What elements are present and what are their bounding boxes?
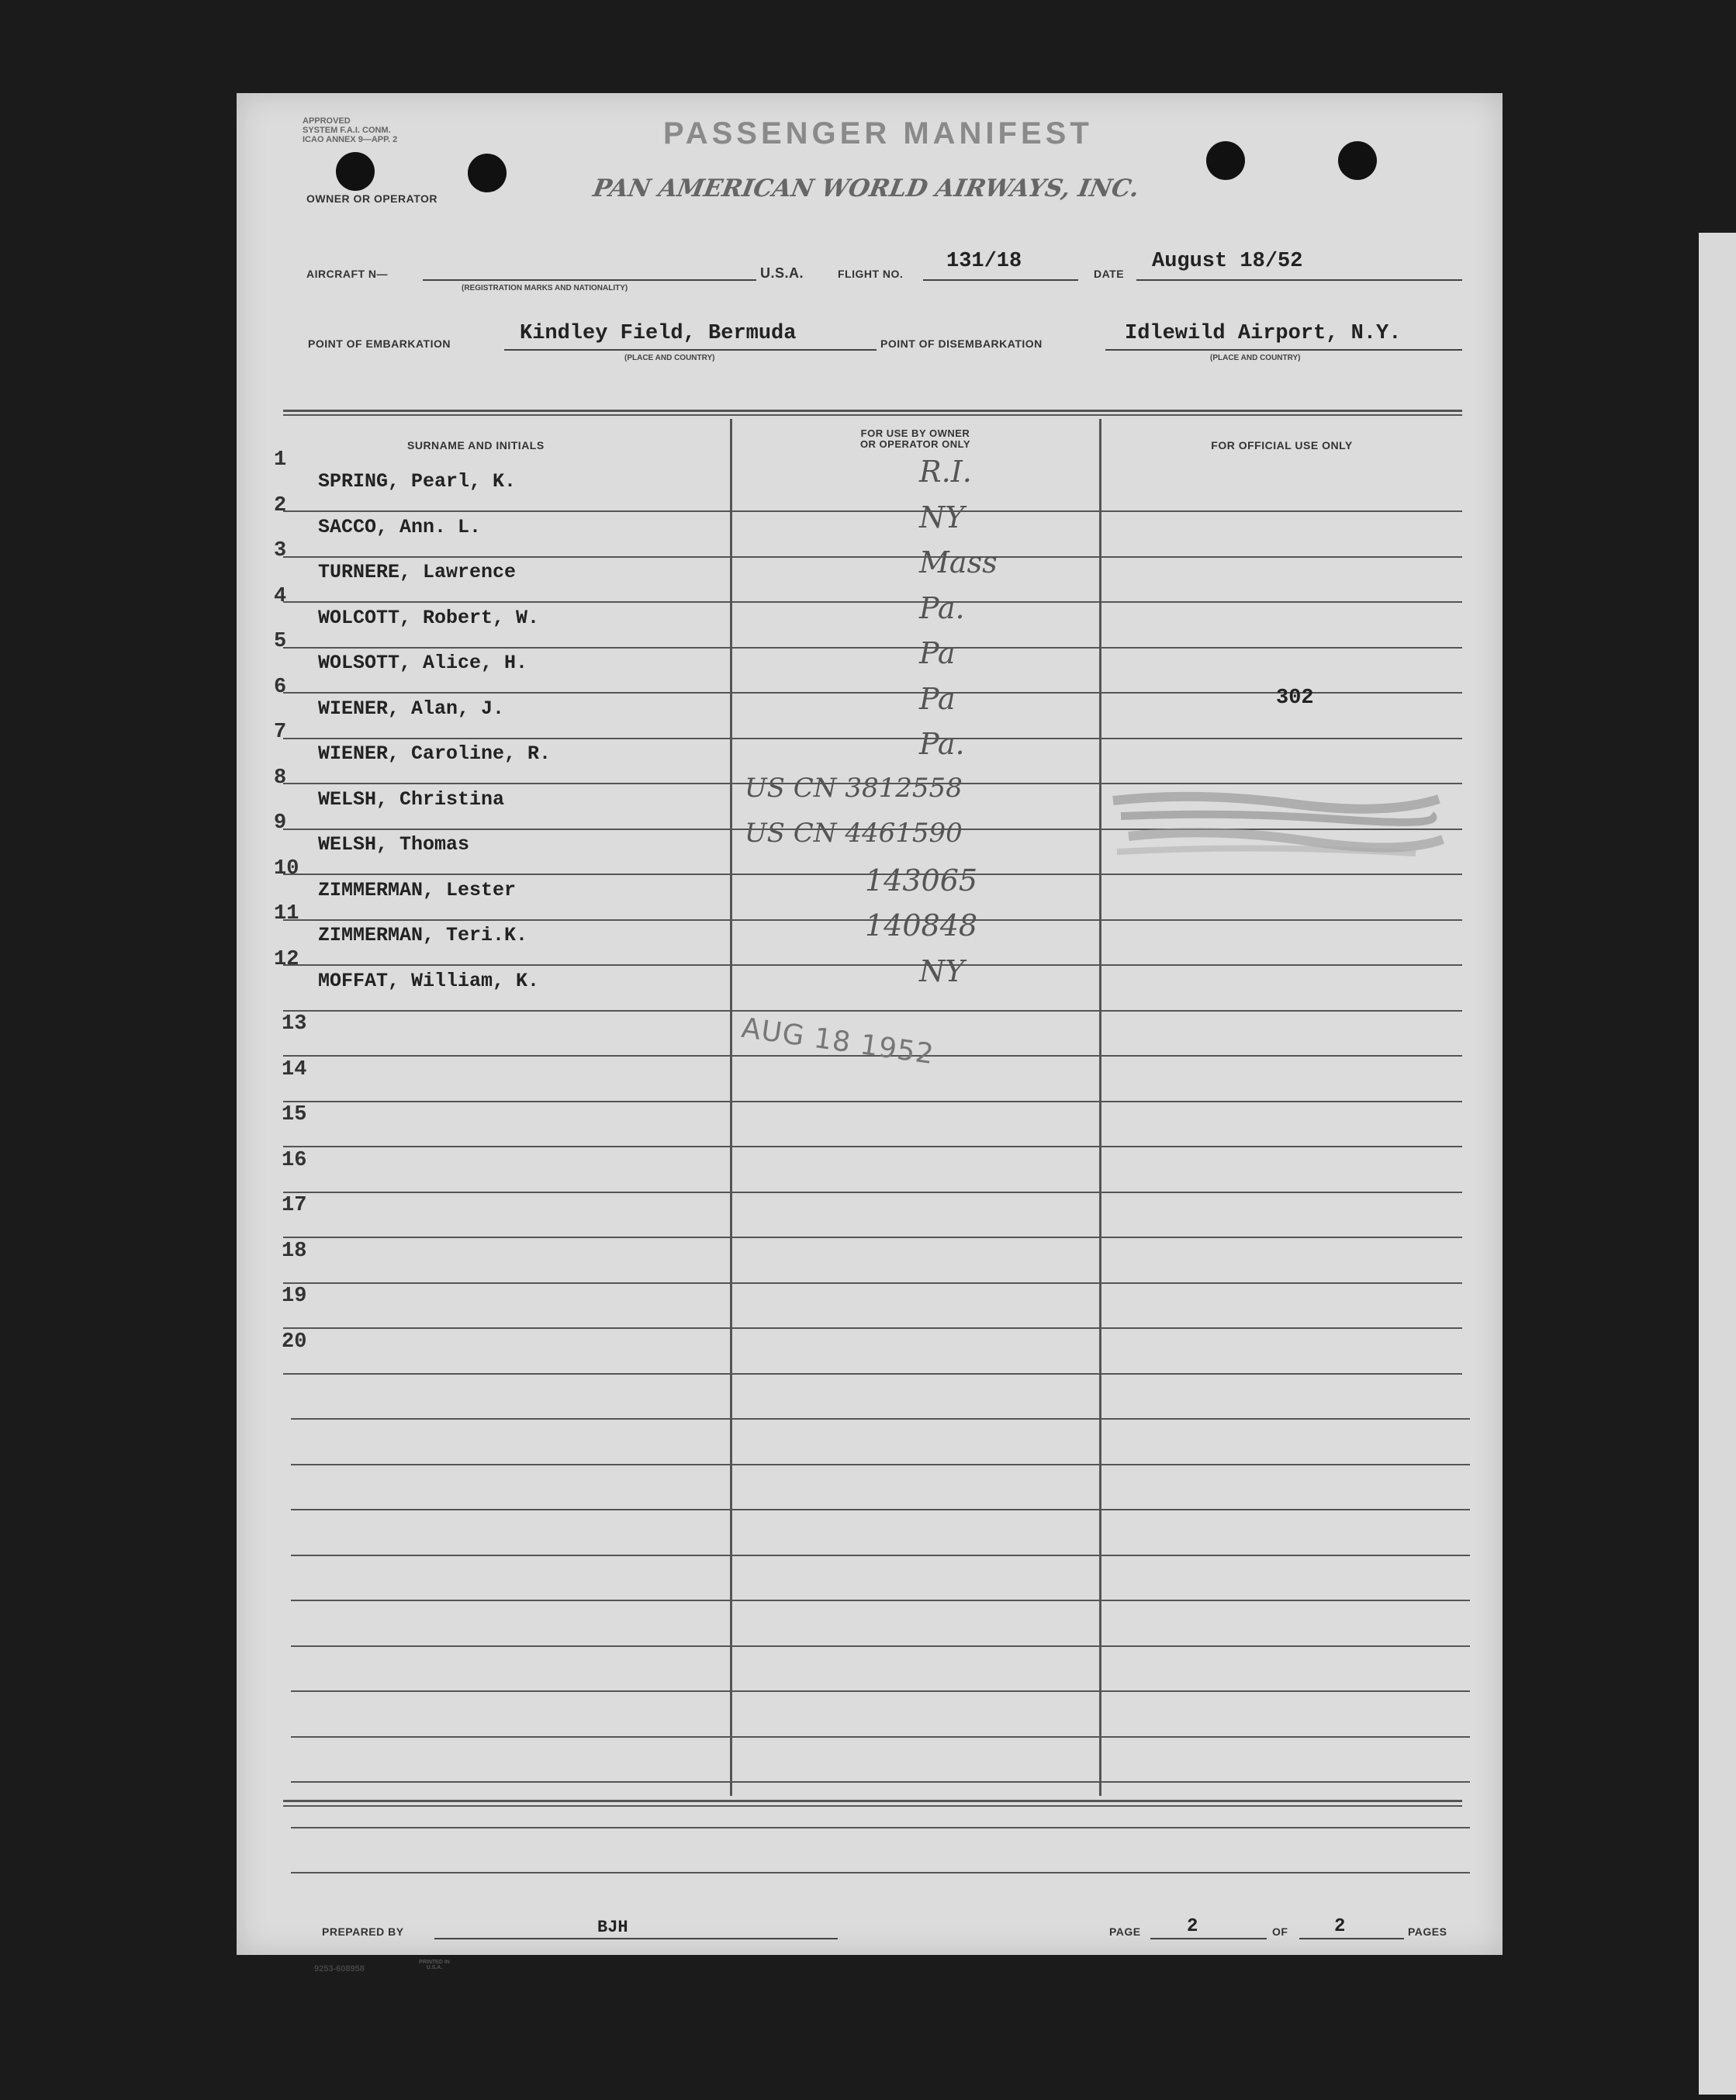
row-rule — [283, 601, 1462, 603]
passenger-name: ZIMMERMAN, Lester — [318, 879, 517, 901]
row-number: 16 — [282, 1149, 307, 1172]
row-rule — [291, 1555, 1470, 1556]
passenger-name: SACCO, Ann. L. — [318, 516, 482, 538]
page-number: 2 — [1187, 1916, 1198, 1937]
passenger-note: US CN 3812558 — [745, 773, 963, 804]
passenger-note: US CN 4461590 — [745, 818, 963, 849]
adjacent-page-edge — [1699, 233, 1736, 2095]
row-rule — [283, 510, 1462, 512]
row-number: 6 — [274, 676, 287, 699]
disembark-underline — [1105, 349, 1462, 351]
passenger-name: WIENER, Alan, J. — [318, 697, 505, 720]
passenger-note: NY — [919, 500, 965, 535]
embark-label: POINT OF EMBARKATION — [308, 337, 451, 350]
row-rule — [291, 1464, 1470, 1465]
passenger-note: Pa — [919, 682, 956, 716]
table-bottom-rule-1 — [283, 1800, 1462, 1802]
passenger-note: 140848 — [865, 908, 978, 943]
row-number: 5 — [274, 630, 287, 653]
page-total: 2 — [1334, 1916, 1346, 1937]
row-number: 20 — [282, 1330, 307, 1354]
row-rule — [283, 647, 1462, 649]
disembark-label: POINT OF DISEMBARKATION — [880, 337, 1043, 350]
row-rule — [283, 1282, 1462, 1284]
punch-hole-2 — [468, 154, 507, 192]
row-number: 17 — [282, 1194, 307, 1217]
flight-label: FLIGHT NO. — [838, 268, 904, 280]
passenger-name: SPRING, Pearl, K. — [318, 470, 517, 493]
row-number: 15 — [282, 1103, 307, 1126]
approval-line-2: SYSTEM F.A.I. CONM. — [303, 126, 391, 135]
registration-caption: (REGISTRATION MARKS AND NATIONALITY) — [462, 284, 628, 292]
row-number: 1 — [274, 448, 287, 472]
row-rule — [291, 1645, 1470, 1647]
date-label: DATE — [1094, 268, 1125, 280]
of-underline — [1299, 1938, 1404, 1939]
printed-mark: PRINTED IN U.S.A. — [419, 1960, 450, 1970]
row-number: 12 — [274, 948, 299, 971]
prepared-label: PREPARED BY — [322, 1925, 404, 1938]
row-rule — [283, 556, 1462, 558]
passenger-note: Pa. — [919, 591, 965, 625]
flight-number: 131/18 — [946, 250, 1022, 273]
row-number: 7 — [274, 721, 287, 744]
approval-line-1: APPROVED — [303, 116, 351, 126]
page-label: PAGE — [1109, 1925, 1141, 1938]
row-rule — [291, 1600, 1470, 1601]
table-top-rule-2 — [283, 414, 1462, 416]
embark-underline — [504, 349, 877, 351]
row-rule — [291, 1736, 1470, 1738]
passenger-note: Pa — [919, 636, 956, 670]
date-stamp: AUG 18 1952 — [739, 1012, 936, 1071]
prepared-underline — [434, 1938, 838, 1939]
row-rule — [283, 1101, 1462, 1102]
column-header-surname: SURNAME AND INITIALS — [407, 439, 545, 451]
aircraft-label: AIRCRAFT N— — [306, 268, 389, 280]
flight-date: August 18/52 — [1152, 250, 1303, 273]
form-number: 9253-608958 — [314, 1964, 365, 1974]
row-number: 4 — [274, 585, 287, 608]
row-number: 9 — [274, 811, 287, 835]
table-bottom-rule-2 — [283, 1805, 1462, 1807]
row-rule — [291, 1781, 1470, 1783]
row-rule — [291, 1690, 1470, 1692]
row-rule — [283, 1146, 1462, 1147]
aircraft-underline — [423, 279, 756, 281]
approval-line-3: ICAO ANNEX 9—APP. 2 — [303, 135, 398, 144]
row-number: 14 — [282, 1058, 307, 1081]
column-divider-2 — [1099, 419, 1101, 1796]
punch-hole-4 — [1338, 141, 1377, 180]
passenger-note: Pa. — [919, 727, 965, 761]
passenger-name: WELSH, Christina — [318, 788, 505, 811]
airline-name: PAN AMERICAN WORLD AIRWAYS, INC. — [590, 175, 1142, 202]
column-header-owner-use — [733, 428, 1098, 450]
punch-hole-1 — [336, 152, 375, 191]
row-number: 3 — [274, 539, 287, 562]
passenger-name: WIENER, Caroline, R. — [318, 742, 552, 765]
table-top-rule-1 — [283, 410, 1462, 412]
passenger-note: Mass — [919, 545, 998, 579]
date-underline — [1136, 279, 1462, 281]
passenger-note: R.I. — [919, 455, 972, 489]
row-rule — [291, 1418, 1470, 1420]
official-entry: 302 — [1276, 687, 1314, 710]
passenger-name: ZIMMERMAN, Teri.K. — [318, 924, 528, 946]
passenger-name: WELSH, Thomas — [318, 833, 470, 856]
row-rule — [283, 1010, 1462, 1012]
owner-label: OWNER OR OPERATOR — [306, 192, 437, 205]
row-number: 18 — [282, 1240, 307, 1263]
row-rule — [291, 1509, 1470, 1510]
passenger-name: MOFFAT, William, K. — [318, 970, 540, 992]
column-divider-1 — [730, 419, 732, 1796]
page-title: PASSENGER MANIFEST — [663, 116, 1093, 150]
flight-underline — [923, 279, 1078, 281]
disembark-place: Idlewild Airport, N.Y. — [1125, 322, 1402, 345]
usa-label: U.S.A. — [760, 265, 804, 281]
passenger-note: 143065 — [865, 863, 978, 898]
page-underline — [1150, 1938, 1267, 1939]
row-rule — [283, 1373, 1462, 1375]
embark-caption: (PLACE AND COUNTRY) — [624, 354, 715, 362]
row-number: 10 — [274, 857, 299, 880]
row-rule — [283, 1327, 1462, 1329]
prepared-by: BJH — [597, 1918, 628, 1937]
row-rule — [283, 738, 1462, 739]
row-rule — [283, 1237, 1462, 1238]
row-number: 11 — [274, 902, 299, 925]
redaction-mark — [1105, 784, 1447, 861]
row-number: 8 — [274, 766, 287, 790]
of-label: OF — [1272, 1925, 1288, 1938]
disembark-caption: (PLACE AND COUNTRY) — [1210, 354, 1301, 362]
row-rule — [283, 964, 1462, 966]
manifest-sheet — [237, 93, 1503, 1974]
punch-hole-3 — [1206, 141, 1245, 180]
row-number: 2 — [274, 494, 287, 517]
pages-label: PAGES — [1408, 1925, 1447, 1938]
owner-use-line-2: OR OPERATOR ONLY — [859, 438, 971, 450]
row-number: 19 — [282, 1285, 307, 1308]
column-header-official: FOR OFFICIAL USE ONLY — [1211, 439, 1353, 451]
passenger-name: WOLCOTT, Robert, W. — [318, 607, 540, 629]
passenger-name: TURNERE, Lawrence — [318, 561, 517, 583]
passenger-note: NY — [919, 954, 965, 988]
row-number: 13 — [282, 1012, 307, 1036]
row-rule — [283, 1192, 1462, 1193]
passenger-name: WOLSOTT, Alice, H. — [318, 652, 528, 674]
row-rule — [291, 1872, 1470, 1873]
embark-place: Kindley Field, Bermuda — [520, 322, 797, 345]
approval-block — [303, 116, 397, 144]
owner-use-line-1: FOR USE BY OWNER — [860, 427, 970, 439]
row-rule — [291, 1827, 1470, 1828]
